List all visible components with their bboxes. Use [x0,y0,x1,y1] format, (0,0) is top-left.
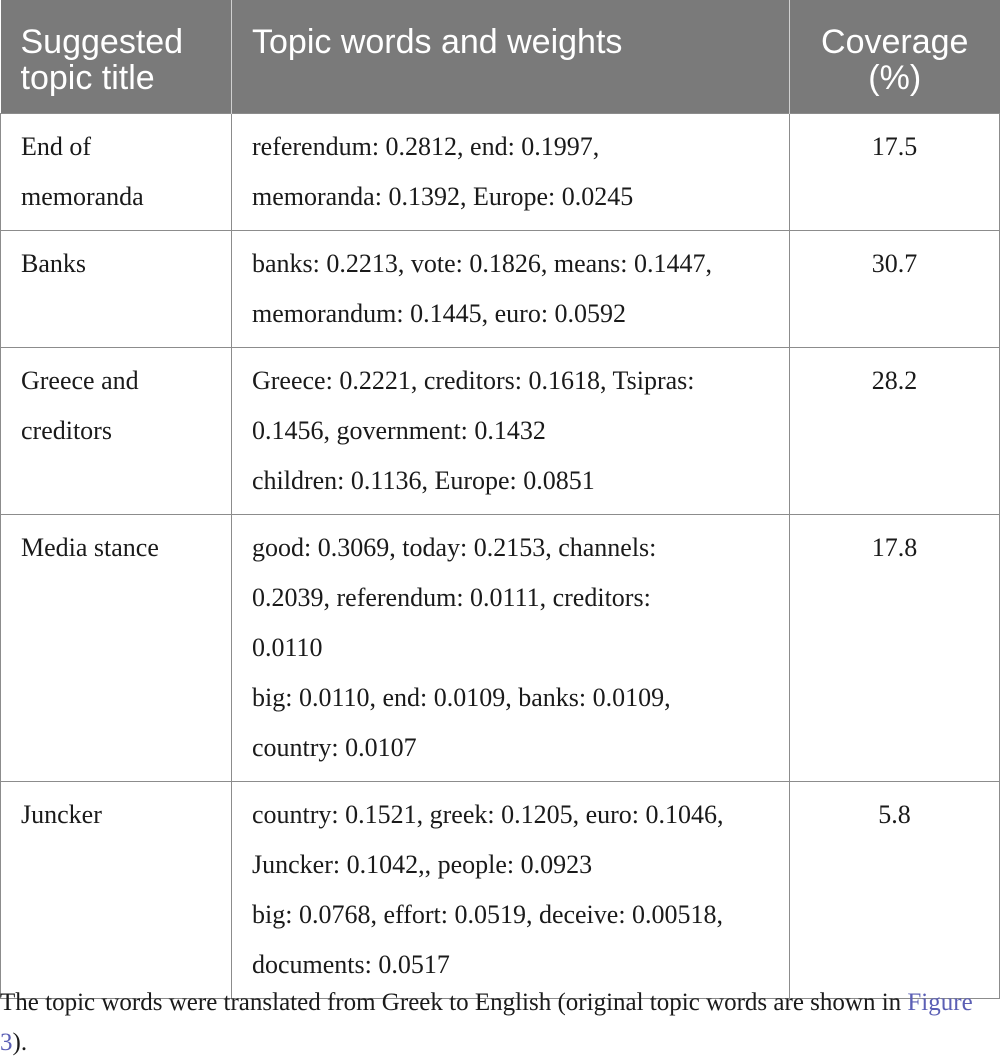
topic-words-line: 0.0110 [252,633,323,662]
header-topic-title: Suggested topic title [1,0,232,114]
topic-title-line: Media stance [21,533,159,562]
topic-title-line: End of [21,132,92,161]
topic-words-line: country: 0.0107 [252,733,417,762]
topic-words-cell [232,231,790,348]
topic-title-line: Juncker [21,800,102,829]
figure-link[interactable]: Figure 3 [0,989,973,1056]
topic-words-line: big: 0.0110, end: 0.0109, banks: 0.0109, [252,683,671,712]
header-row [1,0,1000,114]
header-topic-words: Topic words and weights [232,0,790,114]
topic-title-cell [1,114,232,231]
topic-words-line: good: 0.3069, today: 0.2153, channels: [252,533,657,562]
table-row [1,114,1000,231]
topic-title-cell [1,782,232,999]
topic-words-cell [232,348,790,515]
topic-title-cell [1,515,232,782]
topic-words-cell [232,114,790,231]
topic-words-cell [232,782,790,999]
topic-words-line: banks: 0.2213, vote: 0.1826, means: 0.1447, [252,249,713,278]
topic-title-line: creditors [21,416,112,445]
topic-title-cell [1,348,232,515]
footnote-text: The topic words were translated from Greek to English (original topic words are shown in [0,989,908,1016]
coverage-cell: 17.5 [790,114,1000,231]
topic-title-line: memoranda [21,182,144,211]
table-row [1,782,1000,999]
topic-words-line: Greece: 0.2221, creditors: 0.1618, Tsipras: [252,366,695,395]
topic-words-line: big: 0.0768, effort: 0.0519, deceive: 0.00518, [252,900,724,929]
topic-words-line: 0.1456, government: 0.1432 [252,416,546,445]
topic-words-line: 0.2039, referendum: 0.0111, creditors: [252,583,651,612]
topic-title-cell [1,231,232,348]
topic-words-line: memoranda: 0.1392, Europe: 0.0245 [252,182,634,211]
topic-words-line: documents: 0.0517 [252,950,450,979]
coverage-cell: 28.2 [790,348,1000,515]
table-footnote [0,983,990,1063]
table-row [1,348,1000,515]
topic-words-line: memorandum: 0.1445, euro: 0.0592 [252,299,627,328]
topic-title-line: Banks [21,249,86,278]
header-coverage: Coverage (%) [790,0,1000,114]
table-row [1,231,1000,348]
topic-words-line: children: 0.1136, Europe: 0.0851 [252,466,595,495]
table-row [1,515,1000,782]
coverage-cell: 17.8 [790,515,1000,782]
coverage-cell: 5.8 [790,782,1000,999]
topic-title-line: Greece and [21,366,139,395]
topic-words-line: Juncker: 0.1042,, people: 0.0923 [252,850,593,879]
topic-words-line: referendum: 0.2812, end: 0.1997, [252,132,600,161]
table-body [1,114,1000,999]
topic-words-line: country: 0.1521, greek: 0.1205, euro: 0.1046, [252,800,724,829]
topic-words-cell [232,515,790,782]
footnote-text-end: ). [12,1029,28,1056]
coverage-cell: 30.7 [790,231,1000,348]
